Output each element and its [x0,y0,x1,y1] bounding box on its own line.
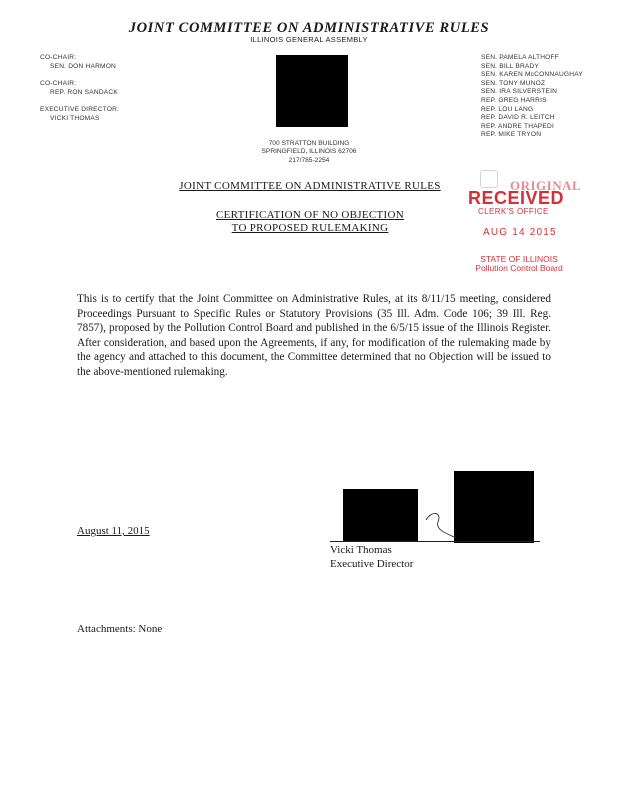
agency-stamp-line1: STATE OF ILLINOIS [480,254,558,264]
member-name: SEN. KAREN McCONNAUGHAY [481,71,583,79]
executive-director-name: VICKI THOMAS [50,114,100,122]
signer-name: Vicki Thomas [330,544,392,556]
certification-heading-line2: TO PROPOSED RULEMAKING [231,222,389,234]
address-line: 700 STRATTON BUILDING [268,140,350,147]
officers-column [40,54,180,124]
certification-body: This is to certify that the Joint Committee on Administrative Rules, at its 8/11/15 meeting, considered Proceedings Pursuant to Specific Rules or Statutory Provisions (35 Ill. Adm. Code 106; 39 Ill. Reg. 7857), proposed by the Pollution Control Board and published in the 6/5/15 issue of the Illinois Register. After consideration, and based upon the Agreements, if any, for modification of the rulemaking made by the agency and attached to this document, the Committee determined that no Objection will be issued to the above-mentioned rulemaking. [77,293,551,378]
clerks-office-stamp: CLERK'S OFFICE [478,207,549,216]
received-date-stamp: AUG 14 2015 [483,227,557,238]
member-name: SEN. IRA SILVERSTEIN [481,88,558,96]
signature-stroke-icon [424,508,458,538]
signer-block [330,543,413,571]
member-name: REP. DAVID R. LEITCH [481,114,555,122]
redacted-seal [276,55,348,127]
member-name: REP. GREG HARRIS [481,96,547,104]
redacted-signature [343,489,418,541]
certification-heading-line1: CERTIFICATION OF NO OBJECTION [215,209,404,221]
committee-heading: JOINT COMMITTEE ON ADMINISTRATIVE RULES [179,180,441,192]
member-name: REP. ANDRE THAPEDI [481,122,554,130]
cochair-label: CO-CHAIR: [40,54,77,61]
original-stamp: ORIGINAL [510,178,582,193]
certification-heading [150,209,470,235]
signer-title: Executive Director [330,558,414,570]
agency-stamp [474,255,564,273]
executive-director-label: EXECUTIVE DIRECTOR: [40,106,120,114]
members-column [481,54,611,140]
redacted-signature [454,471,534,543]
member-name: REP. LOU LANG [481,105,534,113]
address-line: SPRINGFIELD, ILLINOIS 62706 [261,148,357,156]
address-phone: 217/785-2254 [288,156,330,164]
committee-address [0,140,618,165]
received-stamp: RECEIVED [468,188,565,208]
certification-date: August 11, 2015 [77,525,150,537]
member-name: SEN. BILL BRADY [481,62,540,70]
signature-line [330,541,540,542]
cochair-name: REP. RON SANDACK [50,88,118,96]
stamp-ghost-mark [480,170,498,188]
attachments-note: Attachments: None [77,623,163,635]
cochair-label: CO-CHAIR: [40,80,77,88]
cochair-name: SEN. DON HARMON [50,62,117,70]
letterhead-subtitle: ILLINOIS GENERAL ASSEMBLY [250,35,368,44]
agency-stamp-line2: Pollution Control Board [475,263,563,273]
member-name: REP. MIKE TRYON [481,131,542,139]
member-name: SEN. TONY MUNOZ [481,79,546,87]
letterhead-title: JOINT COMMITTEE ON ADMINISTRATIVE RULES [128,20,490,36]
member-name: SEN. PAMELA ALTHOFF [481,54,559,61]
